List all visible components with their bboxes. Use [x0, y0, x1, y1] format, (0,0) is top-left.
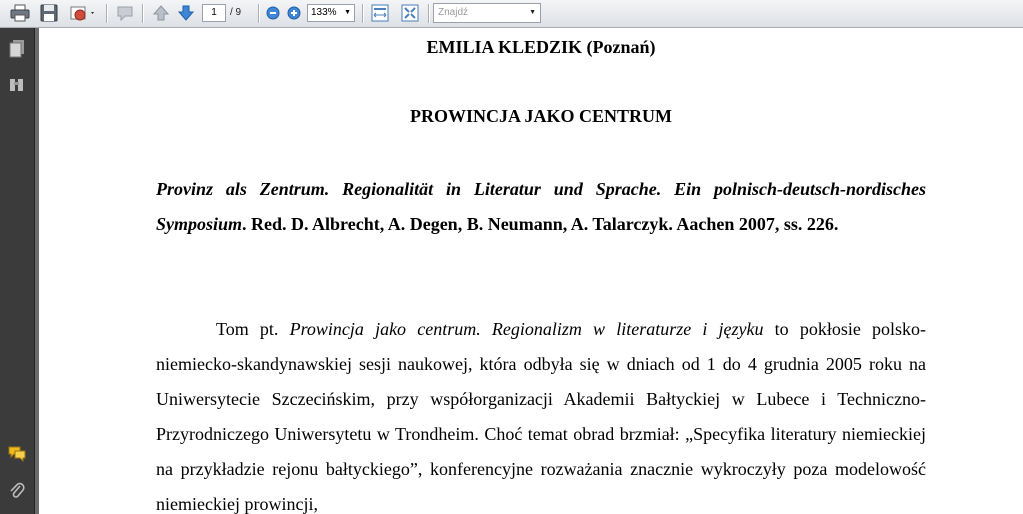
document-page — [39, 28, 1023, 514]
save-icon[interactable] — [37, 2, 61, 24]
article-author: EMILIA KLEDZIK (Poznań) — [426, 37, 656, 57]
next-page-icon[interactable] — [175, 2, 197, 24]
zoom-in-icon[interactable] — [285, 2, 303, 24]
zoom-out-icon[interactable] — [264, 2, 282, 24]
paragraph-start: Tom pt. — [216, 319, 290, 339]
toolbar-separator — [258, 4, 259, 23]
reviewed-book-citation — [156, 172, 926, 242]
reviewed-book-details: . Red. D. Albrecht, A. Degen, B. Neumann, A. Talarczyk. Aachen 2007, ss. 226. — [242, 214, 839, 234]
paragraph-text: to pokłosie polsko-niemiecko-skandynawskiej sesji naukowej, która odbyła się w dniach od 1 do 4 grudnia 2005 roku na Uniwersytecie Szczecińskim, przy współorganizacji Akademii Bałtyckiej w Lubece i Techniczno-Przyrodniczego Uniwersytetu w Trondheim. Choć temat obrad brzmiał: „Specyfika literatury niemieckiej na przykładzie rejonu bałtyckiego”, konferencyjne rozważania znacznie wykroczyły poza modelowość niemieckiej prowincji, — [156, 319, 926, 514]
attachments-panel-icon[interactable] — [5, 480, 29, 502]
comments-panel-icon[interactable] — [5, 442, 29, 464]
fit-width-icon[interactable] — [368, 2, 392, 24]
page-number-input[interactable]: 1 — [202, 4, 226, 22]
find-input[interactable] — [433, 3, 541, 23]
toolbar-separator — [142, 4, 143, 23]
comment-tool-icon[interactable] — [113, 2, 137, 24]
navigation-pane — [0, 28, 35, 514]
reviewed-book-title: Provinz als Zentrum. Regionalität in Literatur und Sprache. Ein polnisch-deutsch-nordisches Symposium — [156, 179, 926, 234]
toolbar — [0, 0, 1023, 28]
chevron-down-icon: ▼ — [344, 9, 351, 16]
zoom-level-select[interactable] — [307, 4, 355, 22]
pages-panel-icon[interactable] — [5, 38, 29, 60]
print-icon[interactable] — [8, 2, 32, 24]
zoom-level-value: 133% — [311, 7, 337, 18]
previous-page-icon[interactable] — [150, 2, 172, 24]
chevron-down-icon[interactable]: ▼ — [529, 9, 536, 16]
toolbar-separator — [106, 4, 107, 23]
toolbar-separator — [428, 4, 429, 23]
article-title: PROWINCJA JAKO CENTRUM — [409, 106, 672, 126]
page-total-label: / 9 — [230, 7, 242, 18]
fit-page-icon[interactable] — [398, 2, 422, 24]
toolbar-separator — [362, 4, 363, 23]
bookmarks-panel-icon[interactable] — [5, 74, 29, 96]
email-share-icon[interactable] — [67, 2, 99, 24]
find-placeholder: Znajdź — [438, 7, 469, 18]
paragraph-book-title: Prowincja jako centrum. Regionalizm w literaturze i języku — [289, 319, 764, 339]
body-paragraph — [156, 312, 926, 514]
